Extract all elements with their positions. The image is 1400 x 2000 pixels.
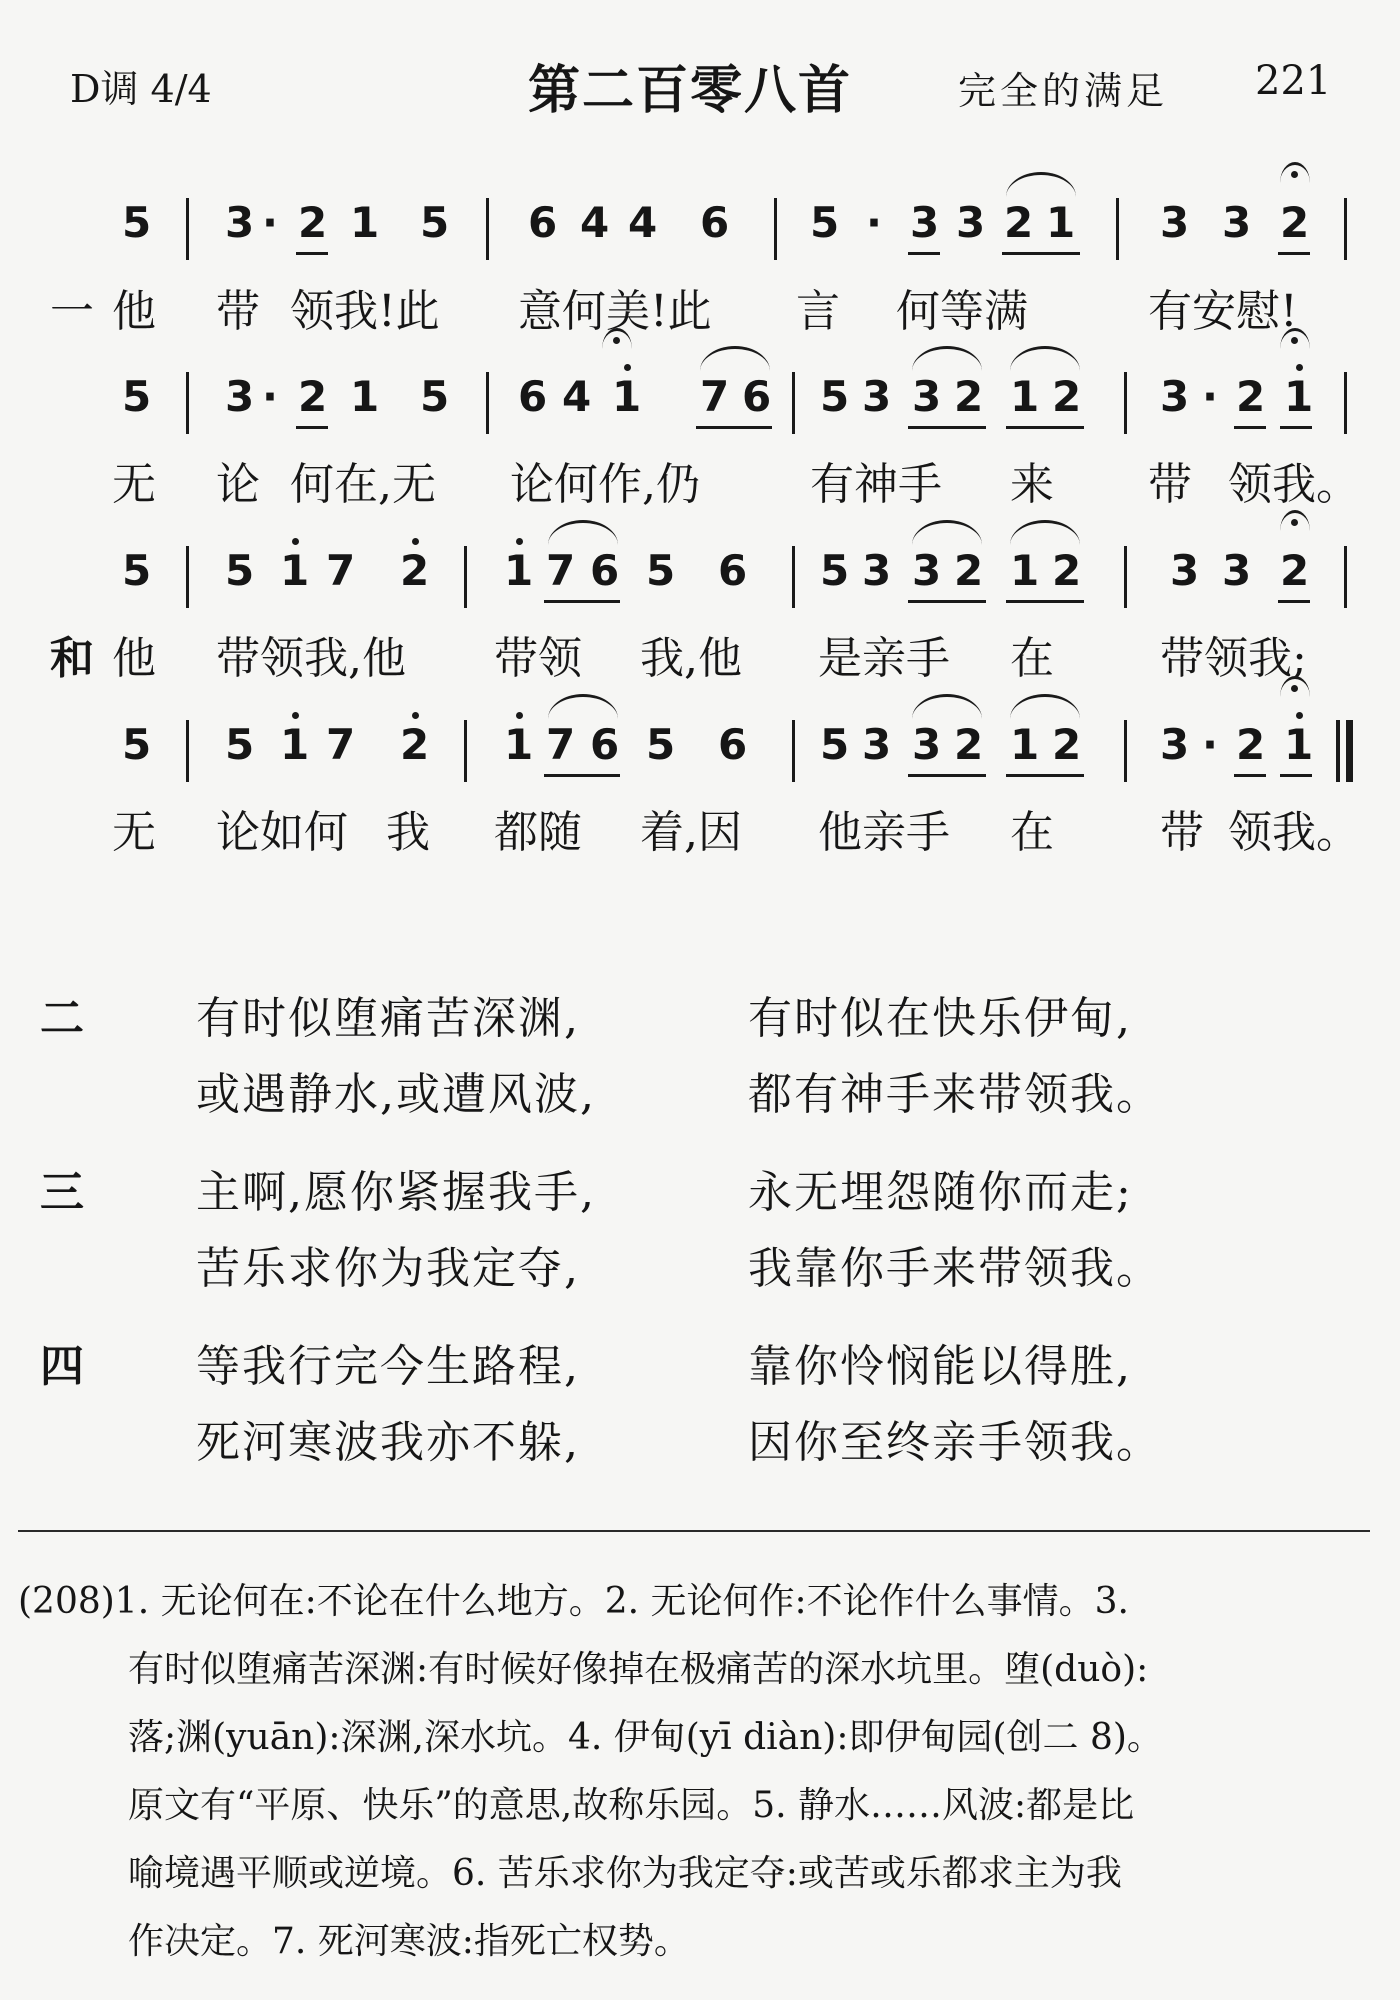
slur [1010, 346, 1080, 371]
note: 3 [912, 372, 942, 421]
slur [548, 694, 618, 719]
slur [912, 694, 982, 719]
underline [1234, 426, 1266, 429]
note: 5 [122, 372, 152, 421]
verse-line: 主啊,愿你紧握我手, [196, 1167, 596, 1218]
note: 2 [1236, 372, 1266, 421]
verse-line: 死河寒波我亦不躲, [196, 1417, 580, 1468]
barline [186, 372, 189, 434]
note: 6 [718, 720, 748, 769]
note: 2 [1236, 720, 1266, 769]
note: 3 [956, 198, 986, 247]
underline [908, 600, 986, 603]
note: 6 [700, 198, 730, 247]
verse-line: 因你至终亲手领我。 [748, 1417, 1162, 1468]
note: 1 [350, 198, 380, 247]
note: 7 [326, 546, 356, 595]
underline [908, 774, 986, 777]
lyric-syllable: 领我!此 [290, 286, 440, 337]
note: 1 [350, 372, 380, 421]
underline [1006, 600, 1084, 603]
notation-line-2 [0, 372, 1400, 442]
note: 3 [912, 720, 942, 769]
note: 3 [1160, 372, 1190, 421]
key-signature: D调 4/4 [70, 67, 212, 111]
note: 6 [742, 372, 772, 421]
lyric-syllable: 有神手 [810, 459, 942, 510]
note: 3 [1170, 546, 1200, 595]
barline [1124, 372, 1127, 434]
note: 7 [546, 546, 576, 595]
barline [186, 546, 189, 608]
lyric-syllable: 带领我,他 [216, 633, 406, 684]
barline [186, 720, 189, 782]
final-barline [1336, 720, 1340, 782]
note: 5 [122, 546, 152, 595]
note: 2 [1280, 198, 1310, 247]
note: 1 [612, 372, 641, 421]
note: 6 [590, 546, 620, 595]
underline [296, 426, 328, 429]
footnote-line: 有时似堕痛苦深渊:有时候好像掉在极痛苦的深水坑里。堕(duò): [128, 1649, 1149, 1690]
lyric-syllable: 言 [796, 286, 840, 337]
fermata [1280, 162, 1310, 183]
barline [1116, 198, 1119, 260]
note: 7 [700, 372, 730, 421]
lyric-syllable: 何在,无 [290, 459, 436, 510]
note: · [262, 198, 278, 247]
note: · [1202, 720, 1218, 769]
footnote-line: 原文有“平原、快乐”的意思,故称乐园。5. 静水……风波:都是比 [128, 1785, 1135, 1826]
underline [544, 774, 620, 777]
note: 1 [504, 720, 533, 769]
barline [792, 720, 795, 782]
verse-line: 有时似在快乐伊甸, [748, 993, 1132, 1044]
lyric-syllable: 在 [1010, 633, 1054, 684]
lyric-syllable: 他亲手 [818, 807, 950, 858]
slur [1006, 172, 1076, 197]
footnote-line: (208)1. 无论何在:不论在什么地方。2. 无论何作:不论作什么事情。3. [18, 1581, 1129, 1622]
note: 3 [862, 372, 892, 421]
verse-line: 我靠你手来带领我。 [748, 1243, 1162, 1294]
lyric-syllable: 都随 [494, 807, 582, 858]
verse-line: 有时似堕痛苦深渊, [196, 993, 580, 1044]
underline [908, 252, 940, 255]
barline [464, 720, 467, 782]
note: 1 [504, 546, 533, 595]
note: 4 [562, 372, 592, 421]
lyric-syllable: 领我。 [1228, 459, 1360, 510]
note: 6 [528, 198, 558, 247]
barline [1344, 546, 1347, 608]
note: 3 [1222, 546, 1252, 595]
lyric-syllable: 论 [216, 459, 260, 510]
verse-number: 四 [40, 1341, 84, 1392]
barline [186, 198, 189, 260]
barline [1124, 546, 1127, 608]
verse-line: 等我行完今生路程, [196, 1341, 580, 1392]
note: 4 [580, 198, 610, 247]
slur [700, 346, 770, 371]
lyric-syllable: 带 [1160, 807, 1204, 858]
slur [912, 346, 982, 371]
verse-number: 二 [40, 993, 84, 1044]
underline [696, 426, 772, 429]
lyric-syllable: 带 [1148, 459, 1192, 510]
note: 5 [122, 720, 152, 769]
lyric-syllable: 他 [112, 286, 156, 337]
underline [1278, 252, 1310, 255]
lyric-syllable: 他 [112, 633, 156, 684]
verse-line: 永无埋怨随你而走; [748, 1167, 1133, 1218]
note: 1 [1010, 372, 1040, 421]
note: 3 [862, 546, 892, 595]
note: 3 [225, 372, 255, 421]
verse-line: 靠你怜悯能以得胜, [748, 1341, 1132, 1392]
note: · [262, 372, 278, 421]
note: 2 [400, 720, 429, 769]
footnote-line: 落;渊(yuān):深渊,深水坑。4. 伊甸(yī diàn):即伊甸园(创二 8)。 [128, 1717, 1163, 1758]
lyric-syllable: 无 [112, 807, 156, 858]
note: 2 [1052, 372, 1082, 421]
lyric-syllable: 意何美!此 [518, 286, 712, 337]
barline [1344, 198, 1347, 260]
barline [1124, 720, 1127, 782]
note: 2 [400, 546, 429, 595]
note: 3 [225, 198, 255, 247]
note: · [866, 198, 882, 247]
note: 5 [122, 198, 152, 247]
underline [1280, 426, 1312, 429]
note: 1 [1010, 546, 1040, 595]
verse-mark-1: 一 [50, 286, 94, 337]
note: 2 [1280, 546, 1310, 595]
barline [1344, 372, 1347, 434]
note: 7 [546, 720, 576, 769]
barline [792, 546, 795, 608]
note: 3 [912, 546, 942, 595]
hymn-title: 第二百零八首 [528, 61, 853, 121]
note: 2 [954, 546, 984, 595]
divider [18, 1530, 1370, 1532]
underline [1006, 426, 1084, 429]
note: 2 [298, 372, 328, 421]
barline [774, 198, 777, 260]
lyric-syllable: 有安慰! [1148, 286, 1298, 337]
lyric-syllable: 我 [386, 807, 430, 858]
underline [1234, 774, 1266, 777]
note: 5 [646, 546, 676, 595]
note: 7 [326, 720, 356, 769]
footnote-line: 作决定。7. 死河寒波:指死亡权势。 [128, 1921, 690, 1962]
footnote-line: 喻境遇平顺或逆境。6. 苦乐求你为我定夺:或苦或乐都求主为我 [128, 1853, 1122, 1894]
lyric-syllable: 带 [216, 286, 260, 337]
lyric-syllable: 带领 [494, 633, 582, 684]
barline [464, 546, 467, 608]
fermata [1280, 510, 1310, 531]
note: 1 [1046, 198, 1076, 247]
note: 5 [820, 720, 850, 769]
notation-line-4 [0, 720, 1400, 790]
note: 2 [954, 720, 984, 769]
slur [1010, 520, 1080, 545]
note: 5 [225, 546, 255, 595]
note: 1 [1284, 720, 1313, 769]
note: 2 [1004, 198, 1034, 247]
notation-line-1 [0, 198, 1400, 268]
refrain-mark: 和 [50, 633, 94, 684]
note: 3 [1222, 198, 1252, 247]
lyric-syllable: 是亲手 [818, 633, 950, 684]
note: 2 [1052, 546, 1082, 595]
note: 5 [646, 720, 676, 769]
note: 1 [280, 720, 309, 769]
notation-line-3 [0, 546, 1400, 616]
underline [908, 426, 986, 429]
lyric-syllable: 何等满 [896, 286, 1028, 337]
note: 5 [810, 198, 840, 247]
note: 5 [420, 372, 450, 421]
underline [1006, 774, 1084, 777]
page-number: 221 [1255, 58, 1332, 104]
footnotes [18, 1568, 1370, 1976]
hymn-subtitle: 完全的满足 [958, 69, 1169, 113]
underline [544, 600, 620, 603]
note: 6 [718, 546, 748, 595]
verse-line: 或遇静水,或遭风波, [196, 1069, 596, 1120]
barline [792, 372, 795, 434]
note: 2 [298, 198, 328, 247]
note: 2 [1052, 720, 1082, 769]
lyric-syllable: 论如何 [216, 807, 348, 858]
slur [548, 520, 618, 545]
barline [486, 372, 489, 434]
note: 5 [820, 372, 850, 421]
note: 3 [1160, 198, 1190, 247]
note: 1 [1284, 372, 1313, 421]
verse-number: 三 [40, 1167, 84, 1218]
underline [1278, 600, 1310, 603]
note: 3 [1160, 720, 1190, 769]
note: 5 [225, 720, 255, 769]
lyric-syllable: 我,他 [640, 633, 742, 684]
note: 5 [820, 546, 850, 595]
note: 6 [590, 720, 620, 769]
note: 3 [910, 198, 940, 247]
barline [486, 198, 489, 260]
lyric-syllable: 领我。 [1228, 807, 1360, 858]
lyric-syllable: 来 [1010, 459, 1054, 510]
verse-line: 都有神手来带领我。 [748, 1069, 1162, 1120]
note: 5 [420, 198, 450, 247]
lyric-syllable: 无 [112, 459, 156, 510]
underline [1280, 774, 1312, 777]
lyric-syllable: 在 [1010, 807, 1054, 858]
note: 2 [954, 372, 984, 421]
note: 6 [518, 372, 548, 421]
underline [296, 252, 328, 255]
note: 3 [862, 720, 892, 769]
note: 4 [628, 198, 658, 247]
slur [1010, 694, 1080, 719]
slur [912, 520, 982, 545]
note: · [1202, 372, 1218, 421]
verse-line: 苦乐求你为我定夺, [196, 1243, 580, 1294]
lyric-syllable: 着,因 [640, 807, 742, 858]
note: 1 [1010, 720, 1040, 769]
lyric-syllable: 带领我; [1160, 633, 1307, 684]
note: 1 [280, 546, 309, 595]
lyric-syllable: 论何作,仍 [510, 459, 700, 510]
underline [1002, 252, 1080, 255]
